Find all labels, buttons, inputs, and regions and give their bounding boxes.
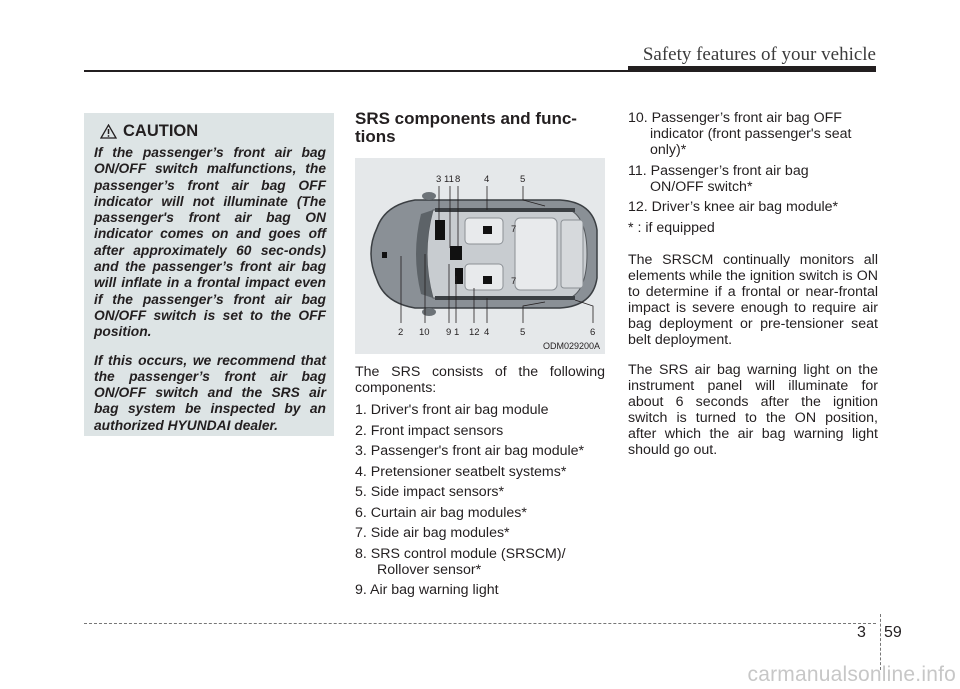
list-item (355, 546, 605, 578)
label-9: 9 (446, 327, 452, 338)
list-item (628, 110, 878, 158)
label-12: 12 (469, 327, 480, 338)
caution-paragraph-2: If this occurs, we recommend that the passenger’s front air bag ON/OFF switch and the SRS air bag system be inspected by an authorized HYUNDAI dealer. (94, 352, 326, 433)
passenger-airbag-module (435, 220, 445, 240)
mirror-bottom (422, 308, 436, 316)
chapter-number: 3 (857, 624, 866, 641)
side-airbag-bottom (483, 276, 492, 284)
page-number: 59 (884, 624, 902, 641)
srscm-paragraph: The SRSCM continually monitors all elements while the ignition switch is ON to determine if a frontal or near-frontal impact is severe enough to require air bag deployment or pre-tensioner seat belt deployment. (628, 251, 878, 348)
components-list-left (355, 402, 605, 598)
footnote: * : if equipped (628, 219, 715, 236)
list-item-continuation: indicator (front passenger's seat only)* (650, 126, 852, 158)
label-5-bottom: 5 (520, 327, 526, 338)
label-4-top: 4 (484, 174, 490, 185)
list-item-line: 11. Passenger’s front air bag (628, 162, 809, 179)
list-item-line: 8. SRS control module (SRSCM)/ (355, 545, 566, 562)
caution-heading (100, 122, 326, 141)
figure-code: ODM029200A (542, 341, 600, 351)
caution-box (84, 113, 334, 436)
watermark: carmanualsonline.info (747, 663, 956, 686)
middle-column (355, 364, 605, 603)
warning-triangle-icon (100, 124, 117, 139)
footer-divider (880, 614, 881, 670)
cargo-area (561, 220, 583, 288)
list-item-line: 10. Passenger’s front air bag OFF (628, 110, 842, 126)
label-2: 2 (398, 327, 404, 338)
label-7-bottom: 7 (511, 276, 517, 287)
components-list-right (628, 110, 878, 236)
label-6: 6 (590, 327, 596, 338)
label-3: 3 (436, 174, 442, 185)
list-item: 6. Curtain air bag modules* (355, 504, 527, 521)
label-4-bottom: 4 (484, 327, 490, 338)
section-title: SRS components and func-tions (355, 109, 577, 146)
list-item-continuation: ON/OFF switch* (650, 178, 753, 195)
side-airbag-top (483, 226, 492, 234)
header-accent-bar (628, 66, 876, 72)
srs-control-module (450, 246, 462, 260)
label-5-top: 5 (520, 174, 526, 185)
list-item-continuation: Rollover sensor* (377, 561, 482, 578)
right-column (628, 110, 878, 458)
header-title: Safety features of your vehicle (642, 44, 876, 65)
footer-rule (84, 623, 876, 624)
label-11: 11 (444, 174, 454, 185)
warning-light-paragraph: The SRS air bag warning light on the instrument panel will illuminate for about 6 seconds after the ignition switch is turned to the ON position, after which the air bag warning light should go out. (628, 361, 878, 458)
list-item: 12. Driver’s knee air bag module* (628, 199, 839, 215)
list-item: 1. Driver's front air bag module (355, 402, 549, 418)
list-item: 2. Front impact sensors (355, 422, 504, 439)
srs-diagram (355, 158, 605, 354)
list-item: 7. Side air bag modules* (355, 525, 510, 541)
label-10: 10 (419, 327, 430, 338)
list-item: 4. Pretensioner seatbelt systems* (355, 463, 567, 480)
list-item: 9. Air bag warning light (355, 582, 499, 598)
list-item (628, 163, 878, 195)
rear-seat (515, 218, 557, 290)
curtain-airbag-top (435, 208, 575, 212)
list-item: 3. Passenger's front air bag module* (355, 443, 585, 459)
caution-paragraph-1: If the passenger’s front air bag ON/OFF switch malfunctions, the passenger’s front air bag OFF indicator will not illuminate (The passenger's front air bag ON indicator comes on and goes off after approximately 60 sec-onds) and the passenger’s front air bag will inflate in a frontal impact even if the passenger’s front air bag ON/OFF switch is set to the OFF position. (94, 145, 326, 340)
label-7-top: 7 (511, 224, 517, 235)
label-1: 1 (454, 327, 460, 338)
intro-text: The SRS consists of the following components: (355, 364, 605, 396)
caution-title: CAUTION (123, 122, 199, 140)
list-item: 5. Side impact sensors* (355, 484, 505, 500)
car-topview-illustration (355, 158, 605, 354)
label-8: 8 (455, 174, 461, 185)
mirror-top (422, 192, 436, 200)
front-impact-sensor (382, 252, 387, 258)
